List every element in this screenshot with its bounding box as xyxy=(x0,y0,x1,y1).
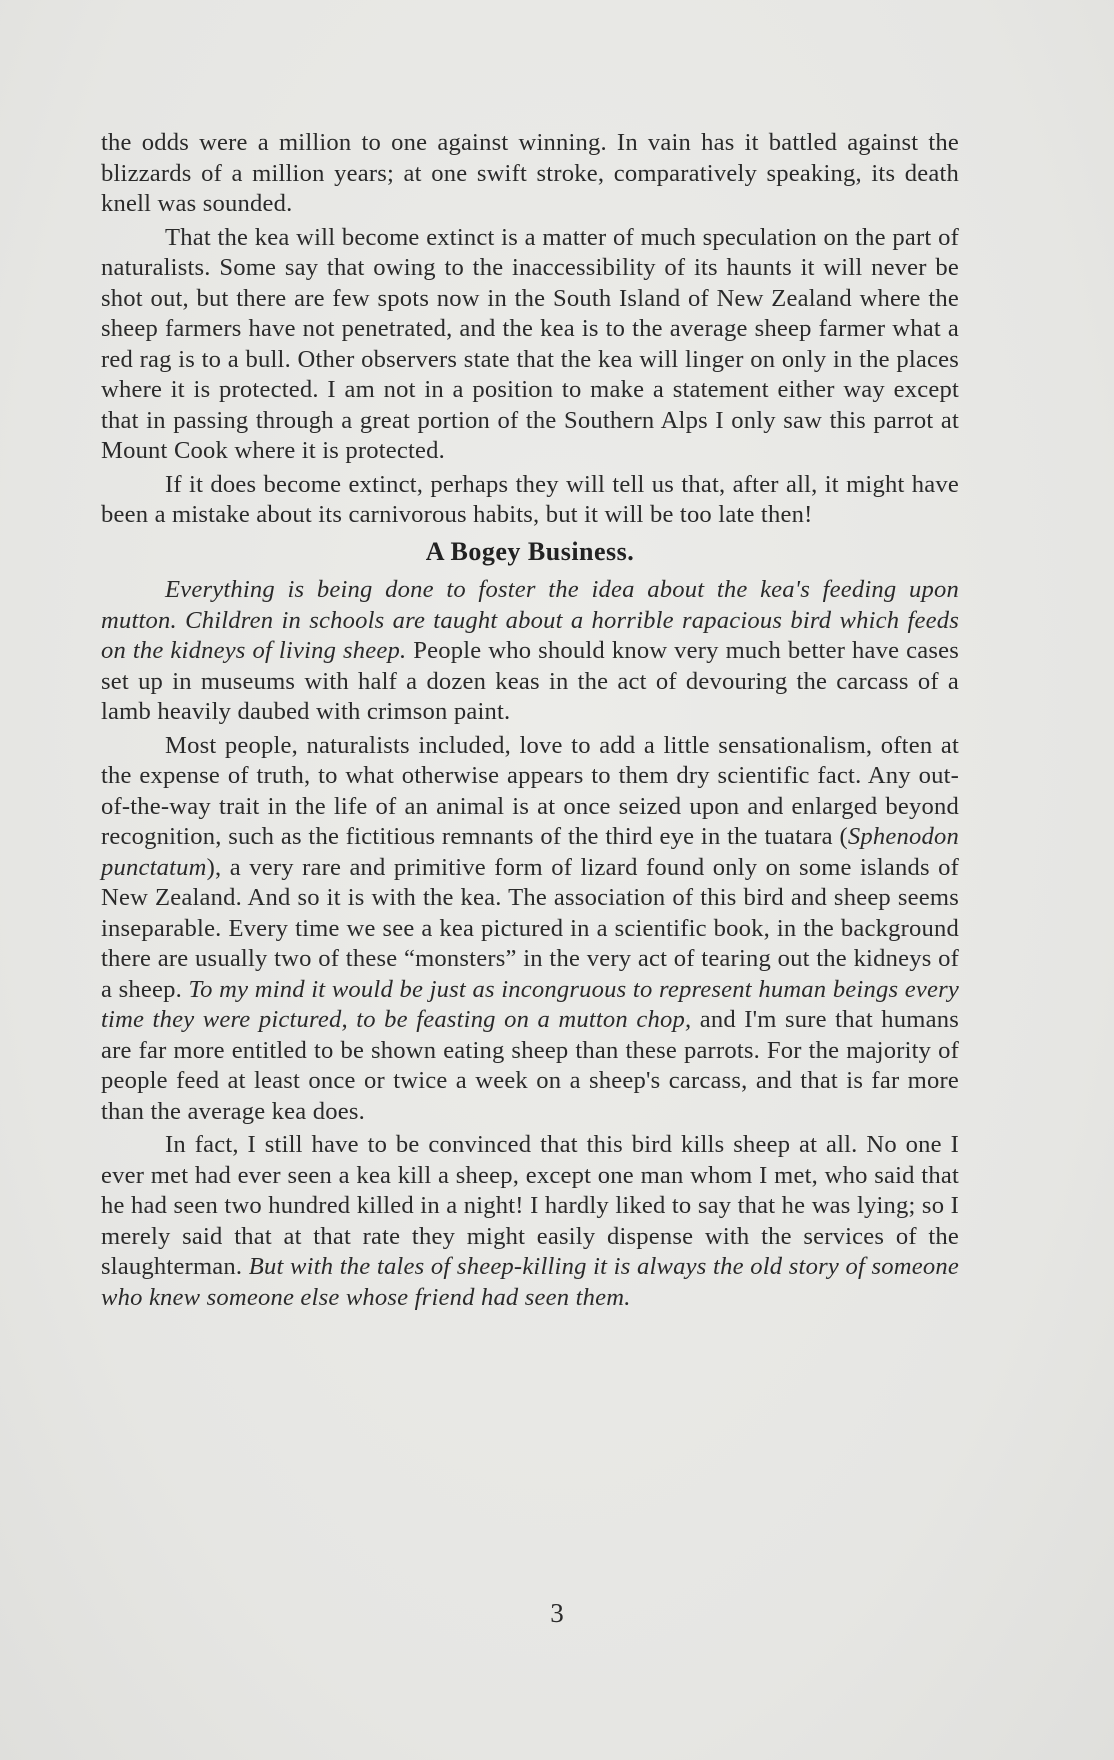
paragraph-text: That the kea will become extinct is a matter of much speculation on the part of naturalists. Some say that owing to the inaccessibility of its haunts it will never be shot out, but there are few spots now in the South Island of New Zealand where the sheep farmers have not penetrated, and the kea is to the average sheep farmer what a red rag is to a bull. Other observers state that the kea will linger on only in the places where it is protected. I am not in a position to make a statement either way except that in passing through a great portion of the Southern Alps I only saw this parrot at Mount Cook where it is protected. xyxy=(101,223,959,464)
paragraph-text: In fact, I still have to be convinced that this bird kills sheep at all. No one I ever met had ever seen a kea kill a sheep, except one man whom I met, who said that he had seen two hundred killed in a night! I hardly liked to say that he was lying; so I merely said that at that rate they might easily dispense with the services of the slaughterman. xyxy=(101,1131,959,1280)
italic-text: Everything is being done to foster the idea about the kea's feeding upon mutton. Children in schools are taught about a horrible rapacious bird which feeds on the kidneys of living sheep. xyxy=(101,576,959,664)
paragraph-continuation xyxy=(101,128,959,220)
page-number: 3 xyxy=(550,1598,564,1628)
paragraph-bogey xyxy=(101,575,959,728)
section-heading: A Bogey Business. xyxy=(425,536,635,566)
paragraph-text: People who should know very much better have cases set up in museums with half a dozen keas in the act of devouring the carcass of a lamb heavily daubed with crimson paint. xyxy=(101,637,959,725)
italic-text: To my mind it would be just as incongruous to represent human beings every time they were pictured, to be feasting on a mutton chop, xyxy=(101,975,959,1033)
paragraph-sensationalism xyxy=(101,731,959,1128)
paragraph-too-late xyxy=(101,470,959,531)
paragraph-text: If it does become extinct, perhaps they will tell us that, after all, it might have been a mistake about its carnivorous habits, but it will be too late then! xyxy=(101,470,959,528)
italic-text: But with the tales of sheep-killing it is always the old story of someone who knew someone else whose friend had seen them. xyxy=(101,1253,959,1311)
paragraph-extinction xyxy=(101,223,959,467)
paragraph-convinced xyxy=(101,1130,959,1313)
paragraph-text: Most people, naturalists included, love to add a little sensationalism, often at the expense of truth, to what otherwise appears to them dry scientific fact. Any out-of-the-way trait in the life of an animal is at once seized upon and enlarged beyond recognition, such as the fictitious remnants of the third eye in the tuatara ( xyxy=(101,731,959,850)
paragraph-text: ), a very rare and primitive form of lizard found only on some islands of New Zealand. And so it is with the kea. The association of this bird and sheep seems inseparable. Every time we see a kea pictured in a scientific book, in the background there are usually two of these “monsters” in the very act of tearing out the kidneys of a sheep. xyxy=(101,853,959,1003)
body-text xyxy=(101,128,959,1316)
species-name: Sphenodon punctatum xyxy=(101,823,959,881)
paragraph-text: and I'm sure that humans are far more entitled to be shown eating sheep than these parrots. For the majority of people feed at least once or twice a week on a sheep's carcass, and that is far more than the average kea does. xyxy=(101,1006,959,1125)
paragraph-text: the odds were a million to one against winning. In vain has it battled against the blizzards of a million years; at one swift stroke, comparatively speaking, its death knell was sounded. xyxy=(101,129,959,217)
